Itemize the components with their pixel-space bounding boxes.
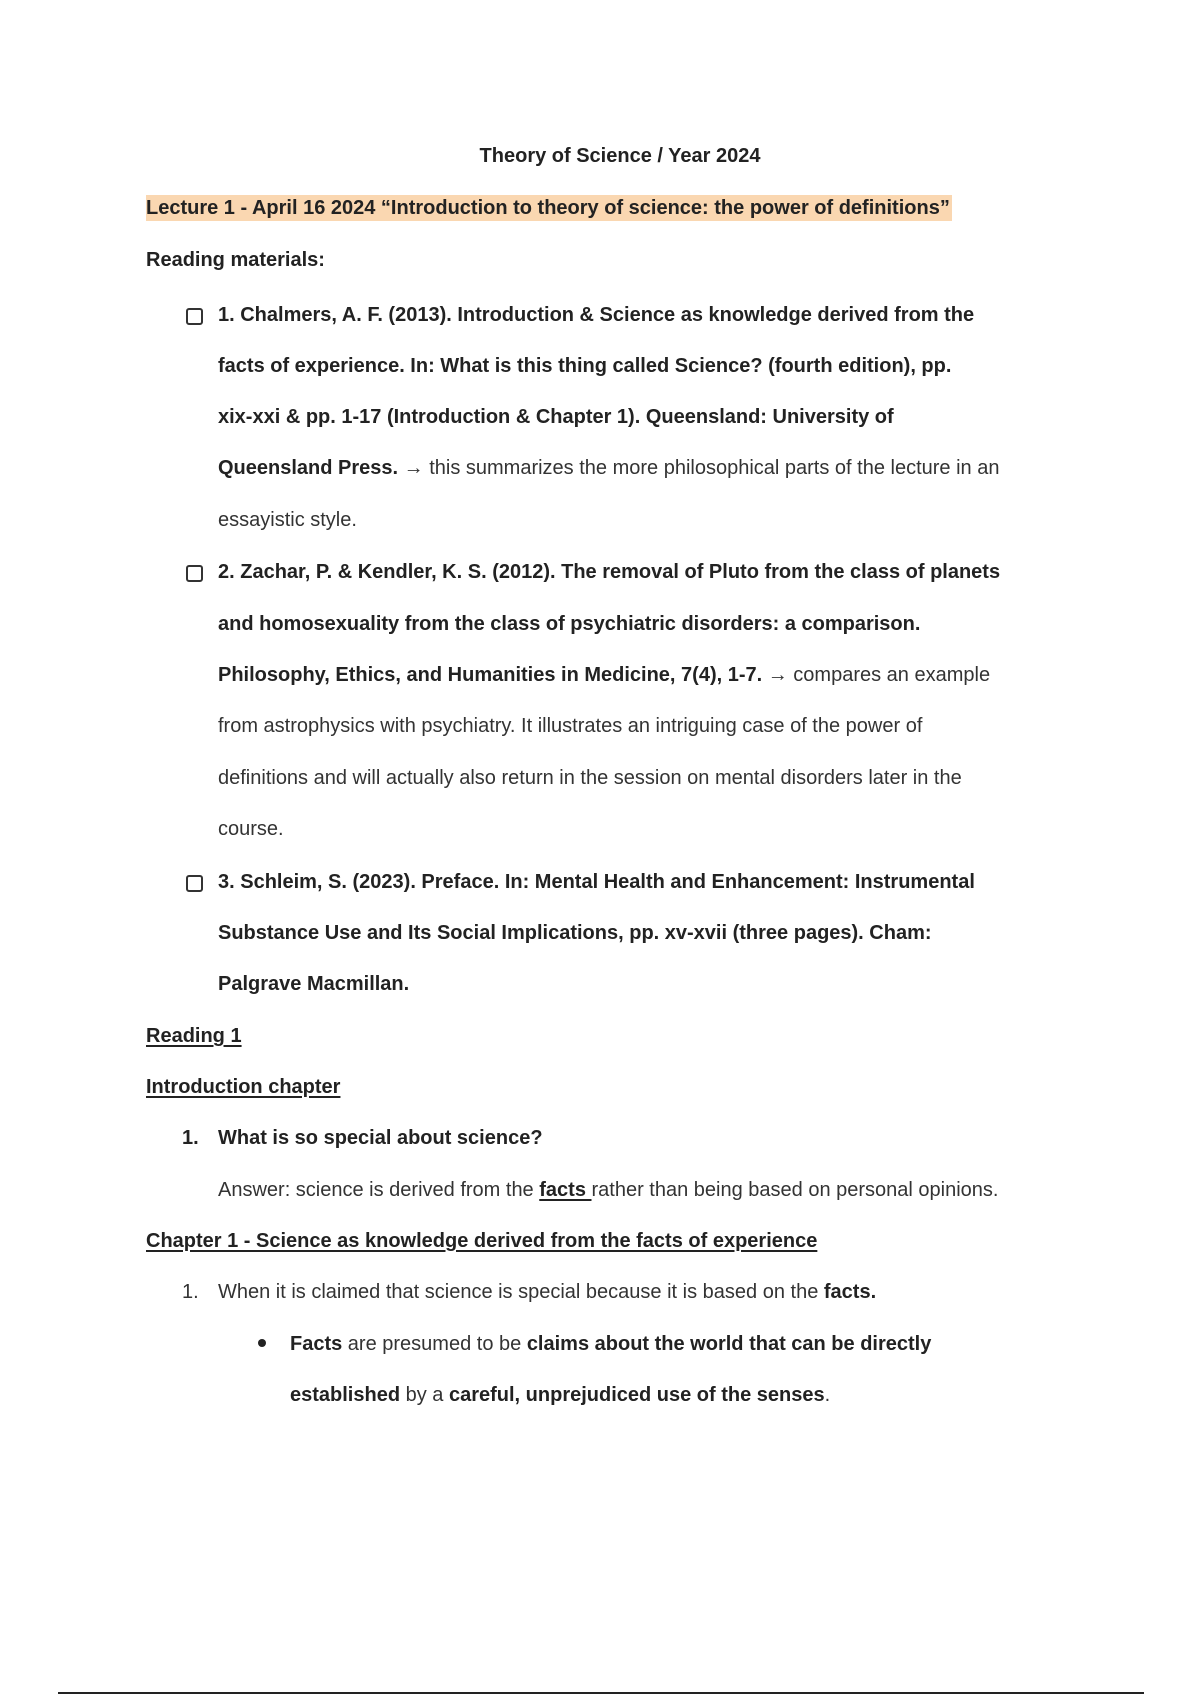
lecture-heading bbox=[146, 195, 952, 221]
intro-question-number: 1. bbox=[182, 1127, 199, 1149]
reading-2-line-3 bbox=[218, 662, 990, 688]
chapter-1-item-number: 1. bbox=[182, 1281, 199, 1303]
reading-3-checkbox[interactable] bbox=[186, 875, 203, 892]
bullet-facts: Facts bbox=[290, 1333, 343, 1355]
bullet-line-1 bbox=[290, 1331, 931, 1357]
reading-1-note: → this summarizes the more philosophical parts of the lecture in an bbox=[398, 457, 1000, 479]
document-title: Theory of Science / Year 2024 bbox=[479, 145, 761, 167]
reading-2-line-6: course. bbox=[218, 818, 284, 840]
page-bottom-rule bbox=[58, 1692, 1144, 1694]
reading-1-line-1: 1. Chalmers, A. F. (2013). Introduction & Science as knowledge derived from the bbox=[218, 304, 975, 326]
lecture-heading-highlight: Lecture 1 - April 16 2024 “Introduction to theory of science: the power of definitions” bbox=[146, 197, 950, 219]
reading-2-journal: Philosophy, Ethics, and Humanities in Medicine, 7(4), 1-7. bbox=[218, 664, 763, 686]
reading-1-line-4 bbox=[218, 455, 999, 481]
reading-2-line-5: definitions and will actually also return in the session on mental disorders later in the bbox=[218, 767, 962, 789]
chapter-1-item-facts: facts. bbox=[823, 1281, 877, 1303]
reading-2-note: → compares an example bbox=[762, 664, 991, 686]
reading-3-line-1: 3. Schleim, S. (2023). Preface. In: Mental Health and Enhancement: Instrumental bbox=[218, 871, 975, 893]
reading-1-line-2: facts of experience. In: What is this thing called Science? (fourth edition), pp. bbox=[218, 355, 952, 377]
bullet-claims: claims about the world that can be directly bbox=[526, 1333, 932, 1355]
bullet-careful: careful, unprejudiced use of the senses bbox=[448, 1384, 825, 1406]
chapter-1-heading: Chapter 1 - Science as knowledge derived from the facts of experience bbox=[146, 1230, 818, 1252]
bullet-established: established bbox=[290, 1384, 401, 1406]
reading-2-line-2: and homosexuality from the class of psychiatric disorders: a comparison. bbox=[218, 613, 921, 635]
reading-2-checkbox[interactable] bbox=[186, 565, 203, 582]
chapter-1-item bbox=[218, 1279, 876, 1305]
reading-3-line-3: Palgrave Macmillan. bbox=[218, 973, 410, 995]
intro-answer-pre: Answer: science is derived from the bbox=[218, 1179, 540, 1201]
chapter-1-item-pre: When it is claimed that science is special because it is based on the bbox=[218, 1281, 824, 1303]
reading-1-line-3: xix-xxi & pp. 1-17 (Introduction & Chapter 1). Queensland: University of bbox=[218, 406, 894, 428]
bullet-line-2 bbox=[290, 1382, 830, 1408]
bullet-icon bbox=[258, 1339, 266, 1347]
reading-1-heading: Reading 1 bbox=[146, 1025, 242, 1047]
intro-answer-facts: facts bbox=[539, 1179, 592, 1201]
reading-1-publisher: Queensland Press. bbox=[218, 457, 399, 479]
bullet-text-2: by a bbox=[400, 1384, 449, 1406]
intro-answer bbox=[218, 1177, 998, 1203]
reading-2-line-4: from astrophysics with psychiatry. It illustrates an intriguing case of the power of bbox=[218, 715, 923, 737]
bullet-period: . bbox=[824, 1384, 831, 1406]
reading-2-line-1: 2. Zachar, P. & Kendler, K. S. (2012). The removal of Pluto from the class of planets bbox=[218, 561, 1001, 583]
intro-question: What is so special about science? bbox=[218, 1127, 543, 1149]
reading-materials-label: Reading materials: bbox=[146, 249, 325, 271]
bullet-text-1: are presumed to be bbox=[342, 1333, 527, 1355]
reading-1-checkbox[interactable] bbox=[186, 308, 203, 325]
intro-chapter-heading: Introduction chapter bbox=[146, 1076, 341, 1098]
intro-answer-post: rather than being based on personal opinions. bbox=[591, 1179, 999, 1201]
reading-1-line-5: essayistic style. bbox=[218, 509, 357, 531]
reading-3-line-2: Substance Use and Its Social Implications, pp. xv-xvii (three pages). Cham: bbox=[218, 922, 932, 944]
